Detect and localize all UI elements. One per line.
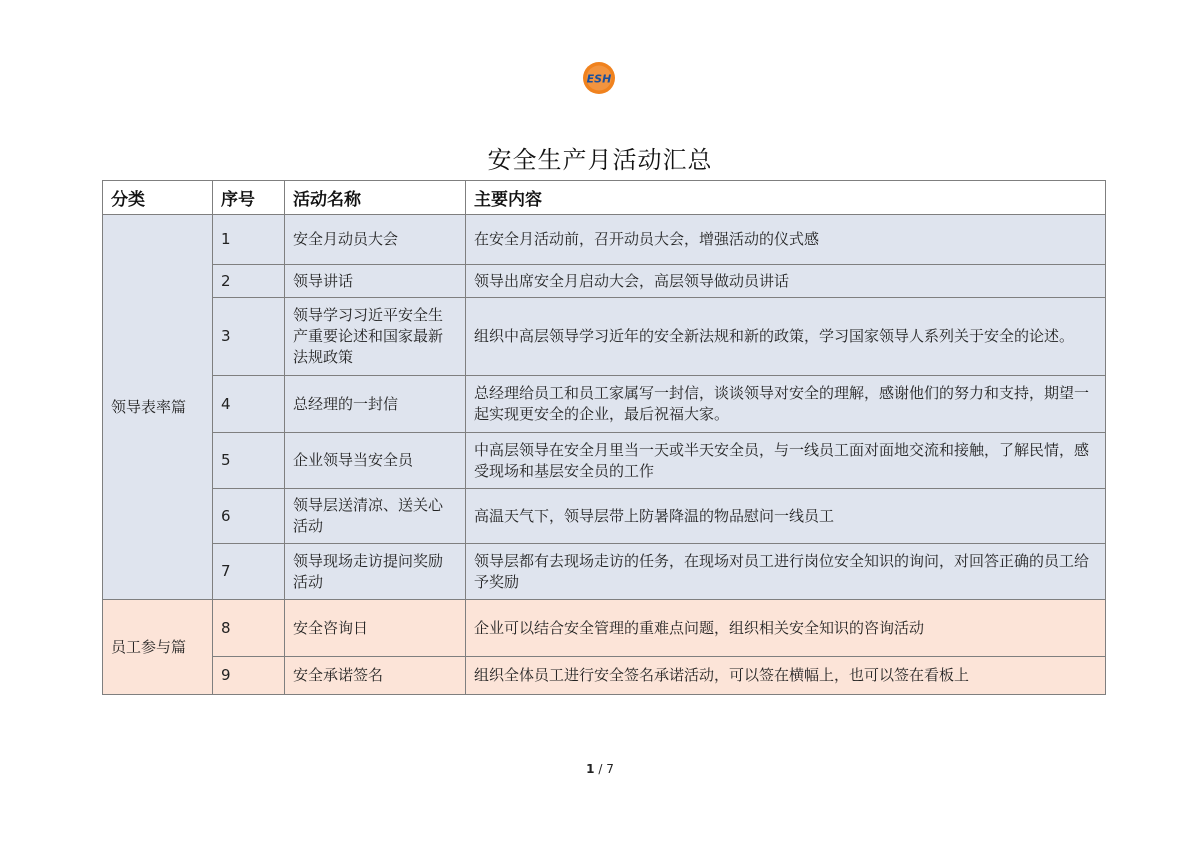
- page-current: 1: [586, 762, 595, 776]
- table-row: [103, 215, 1106, 265]
- table-row: [103, 265, 1106, 298]
- category-cell-staff: 员工参与篇: [103, 600, 213, 695]
- table-row: [103, 489, 1106, 544]
- activity-name: 领导讲话: [285, 265, 466, 298]
- row-number: 8: [213, 600, 285, 657]
- header-category: 分类: [103, 181, 213, 215]
- activity-content: 领导出席安全月启动大会，高层领导做动员讲话: [466, 265, 1106, 298]
- activity-summary-table: [102, 180, 1106, 695]
- activity-content: 领导层都有去现场走访的任务，在现场对员工进行岗位安全知识的询问，对回答正确的员工给予奖励: [466, 544, 1106, 600]
- esh-logo: [582, 61, 616, 95]
- activity-content: 高温天气下，领导层带上防暑降温的物品慰问一线员工: [466, 489, 1106, 544]
- activity-name: 企业领导当安全员: [285, 433, 466, 489]
- row-number: 4: [213, 376, 285, 433]
- activity-content: 组织中高层领导学习近年的安全新法规和新的政策，学习国家领导人系列关于安全的论述。: [466, 298, 1106, 376]
- row-number: 1: [213, 215, 285, 265]
- row-number: 3: [213, 298, 285, 376]
- page-separator: /: [598, 762, 603, 776]
- table-row: [103, 376, 1106, 433]
- activity-content: 企业可以结合安全管理的重难点问题，组织相关安全知识的咨询活动: [466, 600, 1106, 657]
- page-title: 安全生产月活动汇总: [487, 146, 713, 174]
- table-row: [103, 433, 1106, 489]
- activity-name: 领导学习习近平安全生产重要论述和国家最新法规政策: [285, 298, 466, 376]
- activity-name: 领导现场走访提问奖励活动: [285, 544, 466, 600]
- row-number: 2: [213, 265, 285, 298]
- activity-name: 领导层送清凉、送关心活动: [285, 489, 466, 544]
- table-row: [103, 600, 1106, 657]
- activity-content: 组织全体员工进行安全签名承诺活动，可以签在横幅上，也可以签在看板上: [466, 657, 1106, 695]
- header-main-content: 主要内容: [466, 181, 1106, 215]
- page-total: 7: [606, 762, 614, 776]
- table-header-row: [103, 181, 1106, 215]
- page-number: [0, 762, 1200, 776]
- activity-name: 安全承诺签名: [285, 657, 466, 695]
- table-row: [103, 657, 1106, 695]
- table-row: [103, 298, 1106, 376]
- row-number: 9: [213, 657, 285, 695]
- table-row: [103, 544, 1106, 600]
- activity-name: 安全咨询日: [285, 600, 466, 657]
- row-number: 5: [213, 433, 285, 489]
- category-cell-leader: 领导表率篇: [103, 215, 213, 600]
- activity-content: 总经理给员工和员工家属写一封信，谈谈领导对安全的理解，感谢他们的努力和支持，期望一起实现更安全的企业，最后祝福大家。: [466, 376, 1106, 433]
- logo-text: ESH: [586, 72, 612, 86]
- activity-content: 在安全月活动前，召开动员大会，增强活动的仪式感: [466, 215, 1106, 265]
- header-number: 序号: [213, 181, 285, 215]
- row-number: 6: [213, 489, 285, 544]
- header-activity-name: 活动名称: [285, 181, 466, 215]
- activity-name: 总经理的一封信: [285, 376, 466, 433]
- row-number: 7: [213, 544, 285, 600]
- activity-content: 中高层领导在安全月里当一天或半天安全员，与一线员工面对面地交流和接触，了解民情，感受现场和基层安全员的工作: [466, 433, 1106, 489]
- activity-name: 安全月动员大会: [285, 215, 466, 265]
